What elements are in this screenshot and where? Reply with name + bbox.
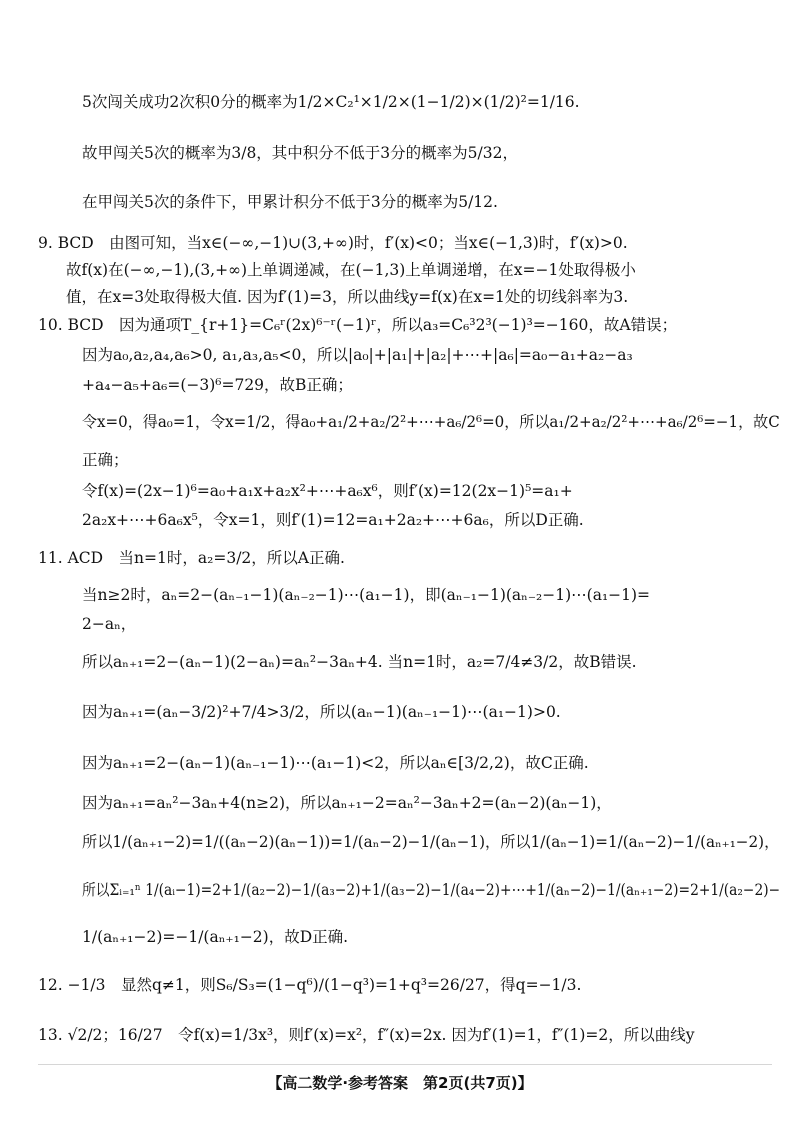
text-line-q11-d: 所以aₙ₊₁=2−(aₙ−1)(2−aₙ)=aₙ²−3aₙ+4. 当n=1时，a₂=7/4≠3/2，故B错误. [82, 653, 637, 671]
text-line-q12: 12. −1/3 显然q≠1，则S₆/S₃=(1−q⁶)/(1−q³)=1+q³=26/27，得q=−1/3. [38, 976, 582, 994]
text-line-q11-g: 因为aₙ₊₁=aₙ²−3aₙ+4(n≥2)，所以aₙ₊₁−2=aₙ²−3aₙ+2=(aₙ−2)(aₙ−1)， [82, 794, 612, 812]
text-line-q10-d: 令x=0，得a₀=1，令x=1/2，得a₀+a₁/2+a₂/2²+⋯+a₆/2⁶=0，所以a₁/2+a₂/2²+⋯+a₆/2⁶=−1，故C [82, 413, 780, 431]
text-line-q8-b: 故甲闯关5次的概率为3/8，其中积分不低于3分的概率为5/32， [82, 144, 518, 162]
text-line-q10-e: 正确； [82, 451, 129, 469]
text-line-q10-g: 2a₂x+⋯+6a₆x⁵，令x=1，则f′(1)=12=a₁+2a₂+⋯+6a₆，所以D正确. [82, 511, 584, 529]
footer-divider [38, 1064, 772, 1065]
text-line-q10-c: +a₄−a₅+a₆=(−3)⁶=729，故B正确； [82, 376, 353, 394]
text-line-q11-e: 因为aₙ₊₁=(aₙ−3/2)²+7/4>3/2，所以(aₙ−1)(aₙ₋₁−1)⋯(a₁−1)>0. [82, 703, 561, 721]
text-line-q11-f: 因为aₙ₊₁=2−(aₙ−1)(aₙ₋₁−1)⋯(a₁−1)<2，所以aₙ∈[3/2,2)，故C正确. [82, 754, 589, 772]
text-line-q11-j: 1/(aₙ₊₁−2)=−1/(aₙ₊₁−2)，故D正确. [82, 928, 349, 946]
text-line-q10-f: 令f(x)=(2x−1)⁶=a₀+a₁x+a₂x²+⋯+a₆x⁶，则f′(x)=12(2x−1)⁵=a₁+ [82, 482, 573, 500]
text-line-q10-b: 因为a₀,a₂,a₄,a₆>0, a₁,a₃,a₅<0，所以|a₀|+|a₁|+|a₂|+⋯+|a₆|=a₀−a₁+a₂−a₃ [82, 346, 633, 364]
text-line-q11-h: 所以1/(aₙ₊₁−2)=1/((aₙ−2)(aₙ−1))=1/(aₙ−2)−1/(aₙ−1)，所以1/(aₙ−1)=1/(aₙ−2)−1/(aₙ₊₁−2)， [82, 833, 780, 851]
text-line-q9-a: 9. BCD 由图可知，当x∈(−∞,−1)∪(3,+∞)时，f′(x)<0；当x∈(−1,3)时，f′(x)>0. [38, 234, 628, 252]
text-line-q11-i: 所以Σᵢ₌₁ⁿ 1/(aᵢ−1)=2+1/(a₂−2)−1/(a₃−2)+1/(a₃−2)−1/(a₄−2)+⋯+1/(aₙ−2)−1/(aₙ₊₁−2)=2+1/(a₂−2)− [82, 881, 781, 899]
text-line-q10-a: 10. BCD 因为通项T_{r+1}=C₆ʳ(2x)⁶⁻ʳ(−1)ʳ，所以a₃=C₆³2³(−1)³=−160，故A错误； [38, 316, 678, 334]
text-line-q8-a: 5次闯关成功2次积0分的概率为1/2×C₂¹×1/2×(1−1/2)×(1/2)²=1/16. [82, 93, 580, 111]
text-line-q9-b: 故f(x)在(−∞,−1),(3,+∞)上单调递减，在(−1,3)上单调递增，在x=−1处取得极小 [66, 261, 636, 279]
text-line-q11-b: 当n≥2时，aₙ=2−(aₙ₋₁−1)(aₙ₋₂−1)⋯(a₁−1)，即(aₙ₋₁−1)(aₙ₋₂−1)⋯(a₁−1)= [82, 586, 651, 604]
text-line-q11-a: 11. ACD 当n=1时，a₂=3/2，所以A正确. [38, 549, 345, 567]
text-line-q11-c: 2−aₙ， [82, 615, 137, 633]
page-footer: 【高二数学·参考答案 第2页(共7页)】 [267, 1074, 533, 1092]
text-line-q13: 13. √2/2；16/27 令f(x)=1/3x³，则f′(x)=x²，f″(x)=2x. 因为f′(1)=1，f″(1)=2，所以曲线y [38, 1026, 695, 1044]
text-line-q8-c: 在甲闯关5次的条件下，甲累计积分不低于3分的概率为5/12. [82, 193, 498, 211]
text-line-q9-c: 值，在x=3处取得极大值. 因为f′(1)=3，所以曲线y=f(x)在x=1处的切线斜率为3. [66, 288, 629, 306]
